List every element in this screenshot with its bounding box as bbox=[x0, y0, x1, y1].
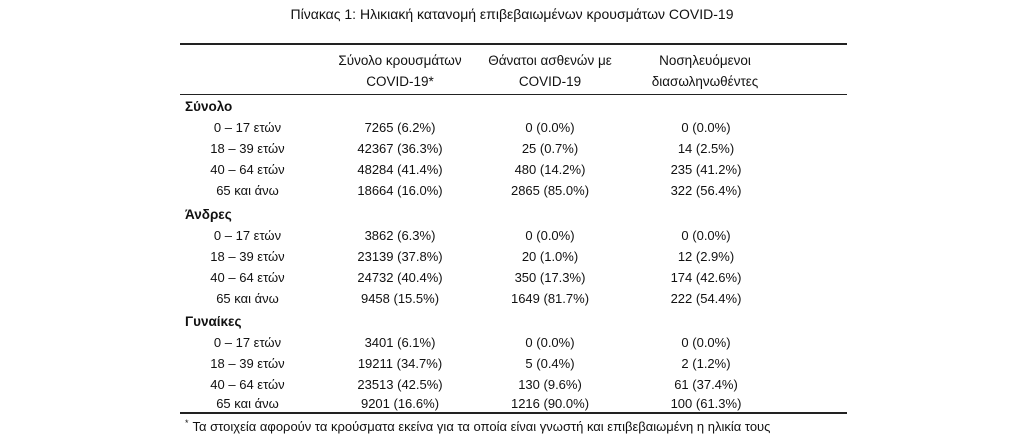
cell-total-cases: 48284 (41.4%) bbox=[357, 162, 443, 177]
cell-deaths: 5 (0.4%) bbox=[525, 356, 575, 371]
column-header-line: COVID-19 bbox=[518, 74, 582, 89]
row-label: 0 – 17 ετών bbox=[213, 228, 282, 243]
column-header-line: Θάνατοι ασθενών με bbox=[488, 53, 612, 68]
cell-total-cases: 24732 (40.4%) bbox=[357, 270, 443, 285]
column-header-total-cases bbox=[315, 50, 485, 92]
cell-intubated: 235 (41.2%) bbox=[670, 162, 742, 177]
table-bottom-rule bbox=[180, 412, 847, 414]
row-label: 0 – 17 ετών bbox=[213, 120, 282, 135]
table-row bbox=[0, 291, 1024, 311]
row-label: 65 και άνω bbox=[216, 396, 279, 411]
cell-total-cases: 23139 (37.8%) bbox=[357, 249, 443, 264]
cell-total-cases: 7265 (6.2%) bbox=[364, 120, 436, 135]
section-title-total: Σύνολο bbox=[185, 99, 233, 114]
cell-total-cases: 3862 (6.3%) bbox=[364, 228, 436, 243]
section-title-men: Άνδρες bbox=[185, 207, 232, 222]
cell-total-cases: 9201 (16.6%) bbox=[360, 396, 440, 411]
table-row bbox=[0, 162, 1024, 182]
cell-total-cases: 42367 (36.3%) bbox=[357, 141, 443, 156]
row-label: 40 – 64 ετών bbox=[210, 270, 285, 285]
footnote-text: Τα στοιχεία αφορούν τα κρούσματα εκείνα για τα οποία είναι γνωστή και επιβεβαιωμένη η ηλικία τους bbox=[192, 419, 771, 434]
row-label: 40 – 64 ετών bbox=[210, 162, 285, 177]
cell-total-cases: 3401 (6.1%) bbox=[364, 335, 436, 350]
table-row bbox=[0, 228, 1024, 248]
column-header-line: Σύνολο κρουσμάτων bbox=[338, 53, 462, 68]
column-header-line: Νοσηλευόμενοι bbox=[659, 53, 751, 68]
column-header-line: διασωληνωθέντες bbox=[651, 74, 759, 89]
cell-deaths: 25 (0.7%) bbox=[521, 141, 579, 156]
table-row bbox=[0, 141, 1024, 161]
cell-intubated: 174 (42.6%) bbox=[670, 270, 742, 285]
cell-deaths: 1216 (90.0%) bbox=[510, 396, 590, 411]
cell-deaths: 2865 (85.0%) bbox=[510, 183, 590, 198]
cell-intubated: 0 (0.0%) bbox=[681, 120, 731, 135]
row-label: 0 – 17 ετών bbox=[213, 335, 282, 350]
column-header-intubated bbox=[625, 50, 785, 92]
table-row bbox=[0, 120, 1024, 140]
table-title: Πίνακας 1: Ηλικιακή κατανομή επιβεβαιωμένων κρουσμάτων COVID-19 bbox=[290, 6, 734, 22]
cell-deaths: 130 (9.6%) bbox=[518, 377, 582, 392]
cell-deaths: 0 (0.0%) bbox=[525, 120, 575, 135]
cell-intubated: 61 (37.4%) bbox=[674, 377, 738, 392]
table-row bbox=[0, 335, 1024, 355]
cell-intubated: 0 (0.0%) bbox=[681, 335, 731, 350]
table-row bbox=[0, 270, 1024, 290]
footnote bbox=[185, 418, 770, 434]
cell-total-cases: 19211 (34.7%) bbox=[357, 356, 443, 371]
cell-total-cases: 23513 (42.5%) bbox=[357, 377, 443, 392]
footnote-marker: * bbox=[185, 418, 189, 428]
row-label: 40 – 64 ετών bbox=[210, 377, 285, 392]
table-top-rule bbox=[180, 43, 847, 45]
cell-deaths: 0 (0.0%) bbox=[525, 228, 575, 243]
cell-intubated: 322 (56.4%) bbox=[670, 183, 742, 198]
cell-intubated: 12 (2.9%) bbox=[677, 249, 735, 264]
cell-intubated: 100 (61.3%) bbox=[670, 396, 742, 411]
cell-deaths: 0 (0.0%) bbox=[525, 335, 575, 350]
cell-intubated: 0 (0.0%) bbox=[681, 228, 731, 243]
cell-intubated: 222 (54.4%) bbox=[670, 291, 742, 306]
column-header-deaths bbox=[470, 50, 630, 92]
table-row bbox=[0, 356, 1024, 376]
cell-deaths: 20 (1.0%) bbox=[521, 249, 579, 264]
cell-intubated: 14 (2.5%) bbox=[677, 141, 735, 156]
table-row bbox=[0, 249, 1024, 269]
section-title-women: Γυναίκες bbox=[185, 314, 242, 329]
row-label: 18 – 39 ετών bbox=[210, 141, 285, 156]
row-label: 18 – 39 ετών bbox=[210, 356, 285, 371]
cell-intubated: 2 (1.2%) bbox=[681, 356, 731, 371]
table-row bbox=[0, 377, 1024, 397]
cell-total-cases: 9458 (15.5%) bbox=[360, 291, 440, 306]
cell-deaths: 480 (14.2%) bbox=[514, 162, 586, 177]
table-row bbox=[0, 183, 1024, 203]
table-header-rule bbox=[180, 94, 847, 95]
cell-deaths: 350 (17.3%) bbox=[514, 270, 586, 285]
column-header-line: COVID-19* bbox=[366, 74, 434, 89]
row-label: 65 και άνω bbox=[216, 291, 279, 306]
cell-total-cases: 18664 (16.0%) bbox=[357, 183, 443, 198]
row-label: 18 – 39 ετών bbox=[210, 249, 285, 264]
row-label: 65 και άνω bbox=[216, 183, 279, 198]
cell-deaths: 1649 (81.7%) bbox=[510, 291, 590, 306]
